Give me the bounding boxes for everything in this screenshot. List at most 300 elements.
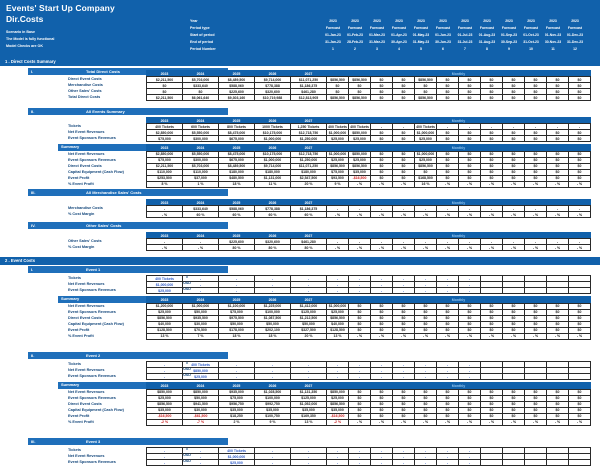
header-start-of-period-4: 01-Apr-23 (391, 33, 407, 37)
cell-other-sales-costs-m4: $0 (415, 89, 437, 95)
cell-net-event-revenues-m6: $0 (459, 389, 481, 395)
year-header-2025: 2025 (219, 383, 255, 389)
year-header-2026: 2026 (255, 145, 291, 151)
cell-event-sponsors-revenues-y3: $100,000 (255, 309, 291, 315)
year-header-2027: 2027 (291, 383, 327, 389)
cell-event-profit-y1: $37,000 (183, 175, 219, 181)
year-header-2023: 2023 (147, 383, 183, 389)
year-header-2024: 2024 (183, 145, 219, 151)
cell-other-sales-costs-m0: - (327, 239, 349, 245)
cell-event-profit-m4: $0 (415, 413, 437, 419)
cell-merchandise-costs-y4: $1,186,375 (291, 206, 327, 212)
year-header-2023: 2023 (147, 145, 183, 151)
cell-direct-event-costs-y4: $1,052,000 (291, 401, 327, 407)
cell-net-event-revenues-m6: $0 (459, 130, 481, 136)
cell-total-direct-costs-y1: $6,061,640 (183, 95, 219, 101)
cell-merchandise-costs-m0: - (327, 206, 349, 212)
cell-net-event-revenues-m6: $0 (459, 151, 481, 157)
block-number: I. (31, 69, 34, 74)
cell-other-sales-costs-y4: $461,280 (291, 89, 327, 95)
cell-net-event-revenues-y2: $1,100,000 (219, 303, 255, 309)
cell-event-profit-m11: $0 (569, 413, 591, 419)
cell-net-event-revenues-m11: $0 (569, 389, 591, 395)
cell-net-event-revenues-m10: $0 (547, 389, 569, 395)
cell-direct-event-costs-m6: $0 (459, 77, 481, 83)
row-label-net-event-revenues: Net Event Revenues (68, 368, 105, 373)
cell-event-profit-y4: $327,500 (291, 327, 327, 333)
header-end-of-period-1: 31-Jan-23 (325, 40, 341, 44)
header-end-of-period-12: 31-Dec-23 (566, 40, 584, 44)
header-end-of-period-11: 30-Nov-23 (544, 40, 562, 44)
cell-event-sponsors-revenues-y2: $25,000 (219, 460, 255, 466)
cell-event-profit-y1: 1 % (183, 181, 219, 187)
header-start-of-period-7: 01-Jul-23 (457, 33, 473, 37)
cell-direct-event-costs-y3: $992,750 (255, 401, 291, 407)
cell-direct-event-costs-y0: $856,500 (147, 315, 183, 321)
cell-net-event-revenues-m1: - (349, 282, 371, 288)
cell-direct-event-costs-m8: $0 (503, 163, 525, 169)
cell-net-event-revenues-m4: - (415, 282, 437, 288)
cell-direct-event-costs-m10: $0 (547, 315, 569, 321)
cell-event-sponsors-revenues-m11: $0 (569, 395, 591, 401)
header-end-of-period-5: 31-May-23 (412, 40, 430, 44)
cell-event-sponsors-revenues-m1: $0 (349, 395, 371, 401)
cell-net-event-revenues-y3: $1,028,500 (255, 389, 291, 395)
cell-net-event-revenues-y4: $1,412,000 (291, 303, 327, 309)
cell-event-profit-m6: $0 (459, 175, 481, 181)
cell-event-sponsors-revenues-m4: - (415, 288, 437, 294)
cell-event-sponsors-revenues-m2: - (371, 460, 393, 466)
block-number: III. (31, 190, 36, 195)
sheet-title: Dir.Costs (6, 14, 44, 24)
cell-merchandise-costs-y1: $333,640 (183, 206, 219, 212)
cell-event-profit-m9: - % (525, 181, 547, 187)
cell-event-sponsors-revenues-y1: - (183, 288, 219, 294)
cell-event-profit-y1: -$61,500 (183, 413, 219, 419)
cell-event-profit-m1: - % (349, 419, 371, 425)
cell-event-sponsors-revenues-m7 (481, 374, 503, 380)
row-label-event-sponsors-revenues: Event Sponsors Revenues (68, 395, 116, 400)
cell-net-event-revenues-m5: $0 (437, 130, 459, 136)
monthly-header: Monthly (327, 145, 591, 151)
cell-direct-event-costs-y0: $2,211,500 (147, 163, 183, 169)
cell-event-sponsors-revenues-m8: $0 (503, 309, 525, 315)
cell-net-event-revenues-m3: $0 (393, 130, 415, 136)
row-label-net-event-revenues: Net Event Revenues (68, 282, 105, 287)
cell-merchandise-costs-m10: - (547, 206, 569, 212)
cell-event-sponsors-revenues-m8 (503, 374, 525, 380)
cell-event-sponsors-revenues-m3: $0 (393, 395, 415, 401)
cell-event-profit-m4: - % (415, 333, 437, 339)
cell-event-profit-m6: $0 (459, 413, 481, 419)
cell-net-event-revenues-y3: - (255, 454, 291, 460)
row-label-tickets: Tickets (68, 124, 82, 129)
cell-capital-equipment-cash-flow-m2: $0 (371, 321, 393, 327)
cell-tickets-y0: - (147, 448, 183, 454)
cell-tickets-y3: 1000 Tickets (255, 124, 291, 130)
cell-net-event-revenues-m0: $850,000 (327, 389, 349, 395)
cell-capital-equipment-cash-flow-m3: $0 (393, 407, 415, 413)
cell-event-profit-m7: $0 (481, 327, 503, 333)
row-label-merchandise-costs: Merchandise Costs (68, 206, 103, 211)
cell-other-sales-costs-m1: - (349, 239, 371, 245)
cell-capital-equipment-cash-flow-m1: $0 (349, 321, 371, 327)
cell-capital-equipment-cash-flow-m9: $0 (525, 321, 547, 327)
cell-event-sponsors-revenues-m9: $0 (525, 309, 547, 315)
data-table (146, 361, 591, 380)
cell-event-profit-y1: -7 % (183, 419, 219, 425)
cell-direct-event-costs-m7: $0 (481, 77, 503, 83)
cell-event-sponsors-revenues-y2: - (219, 288, 255, 294)
cell-net-event-revenues-m3: - (393, 454, 415, 460)
row-label-direct-event-costs: Direct Event Costs (68, 163, 102, 168)
cell-net-event-revenues-m9: $0 (525, 389, 547, 395)
cell-direct-event-costs-m11: $0 (569, 77, 591, 83)
header-year-5: 2023 (417, 19, 425, 23)
cell-event-profit-m11: $0 (569, 175, 591, 181)
cell-capital-equipment-cash-flow-m4: $0 (415, 321, 437, 327)
header-period-type-5: Forecast (413, 26, 429, 30)
header-label-period-number: Period Number (190, 47, 216, 51)
cell-other-sales-costs-m9: $0 (525, 89, 547, 95)
cell-event-profit-m3: $0 (393, 175, 415, 181)
cell-event-sponsors-revenues-m0: - (327, 460, 349, 466)
cell-net-event-revenues-y0: $1,200,000 (147, 303, 183, 309)
cell-event-sponsors-revenues-m11: $0 (569, 157, 591, 163)
cell-net-event-revenues-m5: $0 (437, 151, 459, 157)
row-label-event-profit: % Event Profit (68, 181, 94, 186)
cell-capital-equipment-cash-flow-y2: $180,000 (219, 169, 255, 175)
block-name: Other Sales' Costs (86, 223, 122, 228)
cell-event-sponsors-revenues-y0: - (147, 460, 183, 466)
cell-direct-event-costs-m8: $0 (503, 315, 525, 321)
year-header-2023: 2023 (147, 233, 183, 239)
cell-event-profit-m1: - % (349, 181, 371, 187)
header-period-type-9: Forecast (501, 26, 517, 30)
cell-direct-event-costs-y4: $11,071,250 (291, 77, 327, 83)
cell-net-event-revenues-y2: $1,000,000 (219, 454, 255, 460)
cell-event-profit-m10: $0 (547, 327, 569, 333)
cell-net-event-revenues-y3: - (255, 282, 291, 288)
cell-merchandise-costs-y3: $778,388 (255, 83, 291, 89)
cell-event-sponsors-revenues-y0: $25,000 (147, 309, 183, 315)
cell-other-sales-costs-m2: - (371, 239, 393, 245)
cell-event-sponsors-revenues-m9 (525, 374, 547, 380)
cell-tickets-y1: - (183, 276, 219, 282)
cell-direct-event-costs-m6: $0 (459, 401, 481, 407)
cell-net-event-revenues-m10: $0 (547, 151, 569, 157)
cell-cost-margin-m11: - % (569, 212, 591, 218)
cell-direct-event-costs-m1: $856,500 (349, 77, 371, 83)
cell-cost-margin-y4: 80 % (291, 245, 327, 251)
cell-tickets-m3: - (393, 276, 415, 282)
cell-cost-margin-y3: 60 % (255, 212, 291, 218)
event-block-1 (28, 266, 228, 273)
row-unit-net-event-revenues: USD (183, 453, 191, 458)
year-header-2023: 2023 (147, 71, 183, 77)
year-header-2024: 2024 (183, 118, 219, 124)
cell-event-sponsors-revenues-y1: $25,000 (183, 374, 219, 380)
cell-net-event-revenues-y1: $850,000 (183, 389, 219, 395)
cell-event-sponsors-revenues-m0: $25,000 (327, 157, 349, 163)
table-row (147, 136, 591, 142)
cell-event-sponsors-revenues-m6: - (459, 374, 481, 380)
summary-bar: Summary (58, 144, 228, 151)
cell-event-sponsors-revenues-y2: $75,000 (219, 395, 255, 401)
cell-event-sponsors-revenues-m11 (569, 288, 591, 294)
cell-other-sales-costs-m9: - (525, 239, 547, 245)
cell-event-profit-y2: 18 % (219, 333, 255, 339)
cell-direct-event-costs-y3: $9,714,000 (255, 163, 291, 169)
block-number: II. (31, 353, 35, 358)
cell-event-profit-y0: -2 % (147, 419, 183, 425)
table-row (147, 288, 591, 294)
header-label-end: End of period (190, 40, 214, 44)
cell-net-event-revenues-m11: $0 (569, 303, 591, 309)
header-year-4: 2023 (395, 19, 403, 23)
cell-net-event-revenues-y4: - (291, 368, 327, 374)
cell-net-event-revenues-m4: $1,000,000 (415, 130, 437, 136)
cell-tickets-m3: - (393, 124, 415, 130)
cell-event-sponsors-revenues-m0: $25,000 (327, 309, 349, 315)
block-merchandise-costs (28, 189, 228, 196)
cell-tickets-m1: - (349, 448, 371, 454)
cell-tickets-m5: - (437, 448, 459, 454)
block-number: I. (31, 267, 34, 272)
header-start-of-period-2: 01-Feb-23 (347, 33, 363, 37)
cell-tickets-m2: - (371, 362, 393, 368)
cell-event-sponsors-revenues-m1: - (349, 288, 371, 294)
cell-tickets-y3: - (255, 362, 291, 368)
header-period-number-6: 6 (442, 47, 444, 51)
cell-event-sponsors-revenues-m4: $25,000 (415, 136, 437, 142)
cell-cost-margin-y2: 60 % (219, 212, 255, 218)
header-period-number-9: 9 (508, 47, 510, 51)
cell-event-profit-m5: - % (437, 333, 459, 339)
header-period-type-7: Forecast (457, 26, 473, 30)
year-header-2027: 2027 (291, 118, 327, 124)
cell-event-sponsors-revenues-m11 (569, 460, 591, 466)
cell-net-event-revenues-y2: $8,475,000 (219, 151, 255, 157)
cell-net-event-revenues-m2: - (371, 368, 393, 374)
cell-merchandise-costs-m4: - (415, 206, 437, 212)
cell-capital-equipment-cash-flow-m11: $0 (569, 169, 591, 175)
cell-event-sponsors-revenues-m1: - (349, 374, 371, 380)
cell-net-event-revenues-m6: - (459, 454, 481, 460)
cell-total-direct-costs-y3: $10,719,988 (255, 95, 291, 101)
cell-tickets-m0: - (327, 276, 349, 282)
row-label-cost-margin: % Cost Margin (68, 212, 95, 217)
cell-event-profit-m7: - % (481, 181, 503, 187)
cell-net-event-revenues-m5: $0 (437, 303, 459, 309)
cell-capital-equipment-cash-flow-y0: $40,000 (147, 321, 183, 327)
cell-cost-margin-m9: - % (525, 245, 547, 251)
cell-cost-margin-m1: - % (349, 212, 371, 218)
cell-direct-event-costs-m2: $0 (371, 401, 393, 407)
year-header-2027: 2027 (291, 297, 327, 303)
cell-other-sales-costs-y1: $0 (183, 89, 219, 95)
row-label-net-event-revenues: Net Event Revenues (68, 454, 105, 459)
cell-event-profit-m10: - % (547, 333, 569, 339)
cell-event-profit-m0: 13 % (327, 333, 349, 339)
cell-event-sponsors-revenues-m1: - (349, 460, 371, 466)
cell-event-profit-m10: $0 (547, 413, 569, 419)
header-year-10: 2023 (527, 19, 535, 23)
header-end-of-period-8: 31-Aug-23 (478, 40, 496, 44)
cell-merchandise-costs-m11: $0 (569, 83, 591, 89)
cell-other-sales-costs-m5: $0 (437, 89, 459, 95)
cell-event-sponsors-revenues-y0: $25,000 (147, 395, 183, 401)
cell-event-profit-m1: $0 (349, 327, 371, 333)
cell-net-event-revenues-m3: $0 (393, 389, 415, 395)
cell-direct-event-costs-m2: $0 (371, 315, 393, 321)
cell-event-profit-m7: - % (481, 333, 503, 339)
cell-other-sales-costs-y2: $225,600 (219, 89, 255, 95)
cell-event-sponsors-revenues-m3: - (393, 288, 415, 294)
cell-capital-equipment-cash-flow-m6: $0 (459, 321, 481, 327)
cell-net-event-revenues-m2: - (371, 454, 393, 460)
model-status-line: The Model is fully functional (6, 37, 55, 41)
cell-other-sales-costs-m3: - (393, 239, 415, 245)
cell-event-profit-y3: $1,131,000 (255, 175, 291, 181)
cell-tickets-m7: - (481, 124, 503, 130)
cell-direct-event-costs-m4: $856,500 (415, 163, 437, 169)
cell-event-sponsors-revenues-m10 (547, 288, 569, 294)
cell-event-sponsors-revenues-y0: $25,000 (147, 288, 183, 294)
year-header-2026: 2026 (255, 383, 291, 389)
cell-net-event-revenues-m0: - (327, 454, 349, 460)
event-block-3 (28, 438, 228, 445)
cell-event-sponsors-revenues-y4: $1,250,000 (291, 136, 327, 142)
cell-event-profit-m1: - % (349, 333, 371, 339)
header-end-of-period-9: 30-Sep-23 (500, 40, 518, 44)
year-header-2023: 2023 (147, 200, 183, 206)
cell-cost-margin-m2: - % (371, 245, 393, 251)
cell-event-sponsors-revenues-y4: - (291, 288, 327, 294)
cell-capital-equipment-cash-flow-m3: $0 (393, 169, 415, 175)
cell-capital-equipment-cash-flow-m1: $35,000 (349, 169, 371, 175)
cell-net-event-revenues-m8: $0 (503, 303, 525, 309)
header-period-number-10: 10 (529, 47, 533, 51)
cell-event-sponsors-revenues-m11 (569, 374, 591, 380)
cell-total-direct-costs-y0: $2,211,500 (147, 95, 183, 101)
cell-tickets-m8: - (503, 124, 525, 130)
cell-capital-equipment-cash-flow-m4: $0 (415, 407, 437, 413)
row-label-cost-margin: % Cost Margin (68, 245, 95, 250)
cell-direct-event-costs-m10: $0 (547, 77, 569, 83)
cell-cost-margin-y3: 80 % (255, 245, 291, 251)
cell-direct-event-costs-m1: $0 (349, 401, 371, 407)
cell-direct-event-costs-y2: $956,750 (219, 401, 255, 407)
cell-direct-event-costs-m9: $0 (525, 163, 547, 169)
cell-event-profit-m11: - % (569, 333, 591, 339)
cell-tickets-m3: - (393, 362, 415, 368)
cell-event-sponsors-revenues-y4: $125,000 (291, 309, 327, 315)
cell-tickets-m4: - (415, 276, 437, 282)
cell-capital-equipment-cash-flow-y3: $35,000 (255, 407, 291, 413)
cell-cost-margin-m2: - % (371, 212, 393, 218)
cell-cost-margin-m11: - % (569, 245, 591, 251)
cell-direct-event-costs-m7: $0 (481, 401, 503, 407)
cell-event-profit-y0: 8 % (147, 181, 183, 187)
cell-event-sponsors-revenues-m7 (481, 460, 503, 466)
cell-event-sponsors-revenues-m5: - (437, 460, 459, 466)
header-start-of-period-11: 01-Nov-23 (544, 33, 562, 37)
cell-total-direct-costs-m1: $856,500 (349, 95, 371, 101)
cell-tickets-m1: 400 Tickets (350, 124, 369, 129)
header-start-of-period-10: 01-Oct-23 (523, 33, 539, 37)
cell-direct-event-costs-m4: $856,500 (415, 77, 437, 83)
cell-event-sponsors-revenues-m8: $0 (503, 136, 525, 142)
data-table (146, 275, 591, 294)
row-label-merchandise-costs: Merchandise Costs (68, 83, 103, 88)
cell-tickets-m11: - (569, 124, 591, 130)
cell-event-sponsors-revenues-m0: $25,000 (327, 136, 349, 142)
section-2-header: 2 . Event Costs (0, 257, 600, 265)
cell-direct-event-costs-m2: $0 (371, 77, 393, 83)
header-period-type-11: Forecast (545, 26, 561, 30)
cell-cost-margin-m10: - % (547, 245, 569, 251)
header-period-number-12: 12 (573, 47, 577, 51)
header-period-type-1: Forecast (325, 26, 341, 30)
cell-capital-equipment-cash-flow-m11: $0 (569, 407, 591, 413)
cell-event-profit-y2: $18,250 (219, 413, 255, 419)
cell-net-event-revenues-m8: $0 (503, 389, 525, 395)
cell-merchandise-costs-m6: - (459, 206, 481, 212)
cell-merchandise-costs-m1: $0 (349, 83, 371, 89)
cell-direct-event-costs-m4: $0 (415, 401, 437, 407)
cell-merchandise-costs-y0: $0 (147, 83, 183, 89)
cell-event-profit-m1: -$16,500 (349, 175, 371, 181)
cell-direct-event-costs-y3: $9,714,000 (255, 77, 291, 83)
row-label-net-event-revenues: Net Event Revenues (68, 303, 105, 308)
cell-event-profit-m6: - % (459, 419, 481, 425)
row-label-direct-event-costs: Direct Event Costs (68, 77, 102, 82)
cell-total-direct-costs-m6: $0 (459, 95, 481, 101)
cell-net-event-revenues-m10: $0 (547, 303, 569, 309)
header-start-of-period-1: 01-Jan-23 (325, 33, 341, 37)
cell-cost-margin-m5: - % (437, 245, 459, 251)
cell-tickets-m10: - (547, 124, 569, 130)
cell-merchandise-costs-m8: $0 (503, 83, 525, 89)
cell-net-event-revenues-y1: - (183, 282, 219, 288)
cell-cost-margin-m0: - % (327, 245, 349, 251)
cell-event-profit-y2: 2 % (219, 419, 255, 425)
cell-merchandise-costs-m9: - (525, 206, 547, 212)
cell-tickets-y0: - (147, 362, 183, 368)
year-header-2024: 2024 (183, 383, 219, 389)
cell-event-sponsors-revenues-y3: - (255, 288, 291, 294)
cell-capital-equipment-cash-flow-m7: $0 (481, 321, 503, 327)
cell-event-profit-m3: - % (393, 333, 415, 339)
model-checks-line: Model Checks are OK (6, 44, 43, 48)
cell-net-event-revenues-y4: $1,131,350 (291, 389, 327, 395)
cell-cost-margin-m10: - % (547, 212, 569, 218)
cell-event-sponsors-revenues-m11: $0 (569, 309, 591, 315)
row-unit-event-sponsors-revenues: USD (183, 373, 191, 378)
cell-capital-equipment-cash-flow-m9: $0 (525, 407, 547, 413)
row-label-direct-event-costs: Direct Event Costs (68, 401, 102, 406)
cell-capital-equipment-cash-flow-m9: $0 (525, 169, 547, 175)
year-header-2027: 2027 (291, 200, 327, 206)
cell-other-sales-costs-m6: $0 (459, 89, 481, 95)
row-unit-event-sponsors-revenues: USD (183, 459, 191, 464)
cell-merchandise-costs-m2: - (371, 206, 393, 212)
cell-direct-event-costs-y0: $2,211,500 (147, 77, 183, 83)
row-label-direct-event-costs: Direct Event Costs (68, 315, 102, 320)
cell-event-sponsors-revenues-m9 (525, 460, 547, 466)
cell-direct-event-costs-y0: $856,500 (147, 401, 183, 407)
